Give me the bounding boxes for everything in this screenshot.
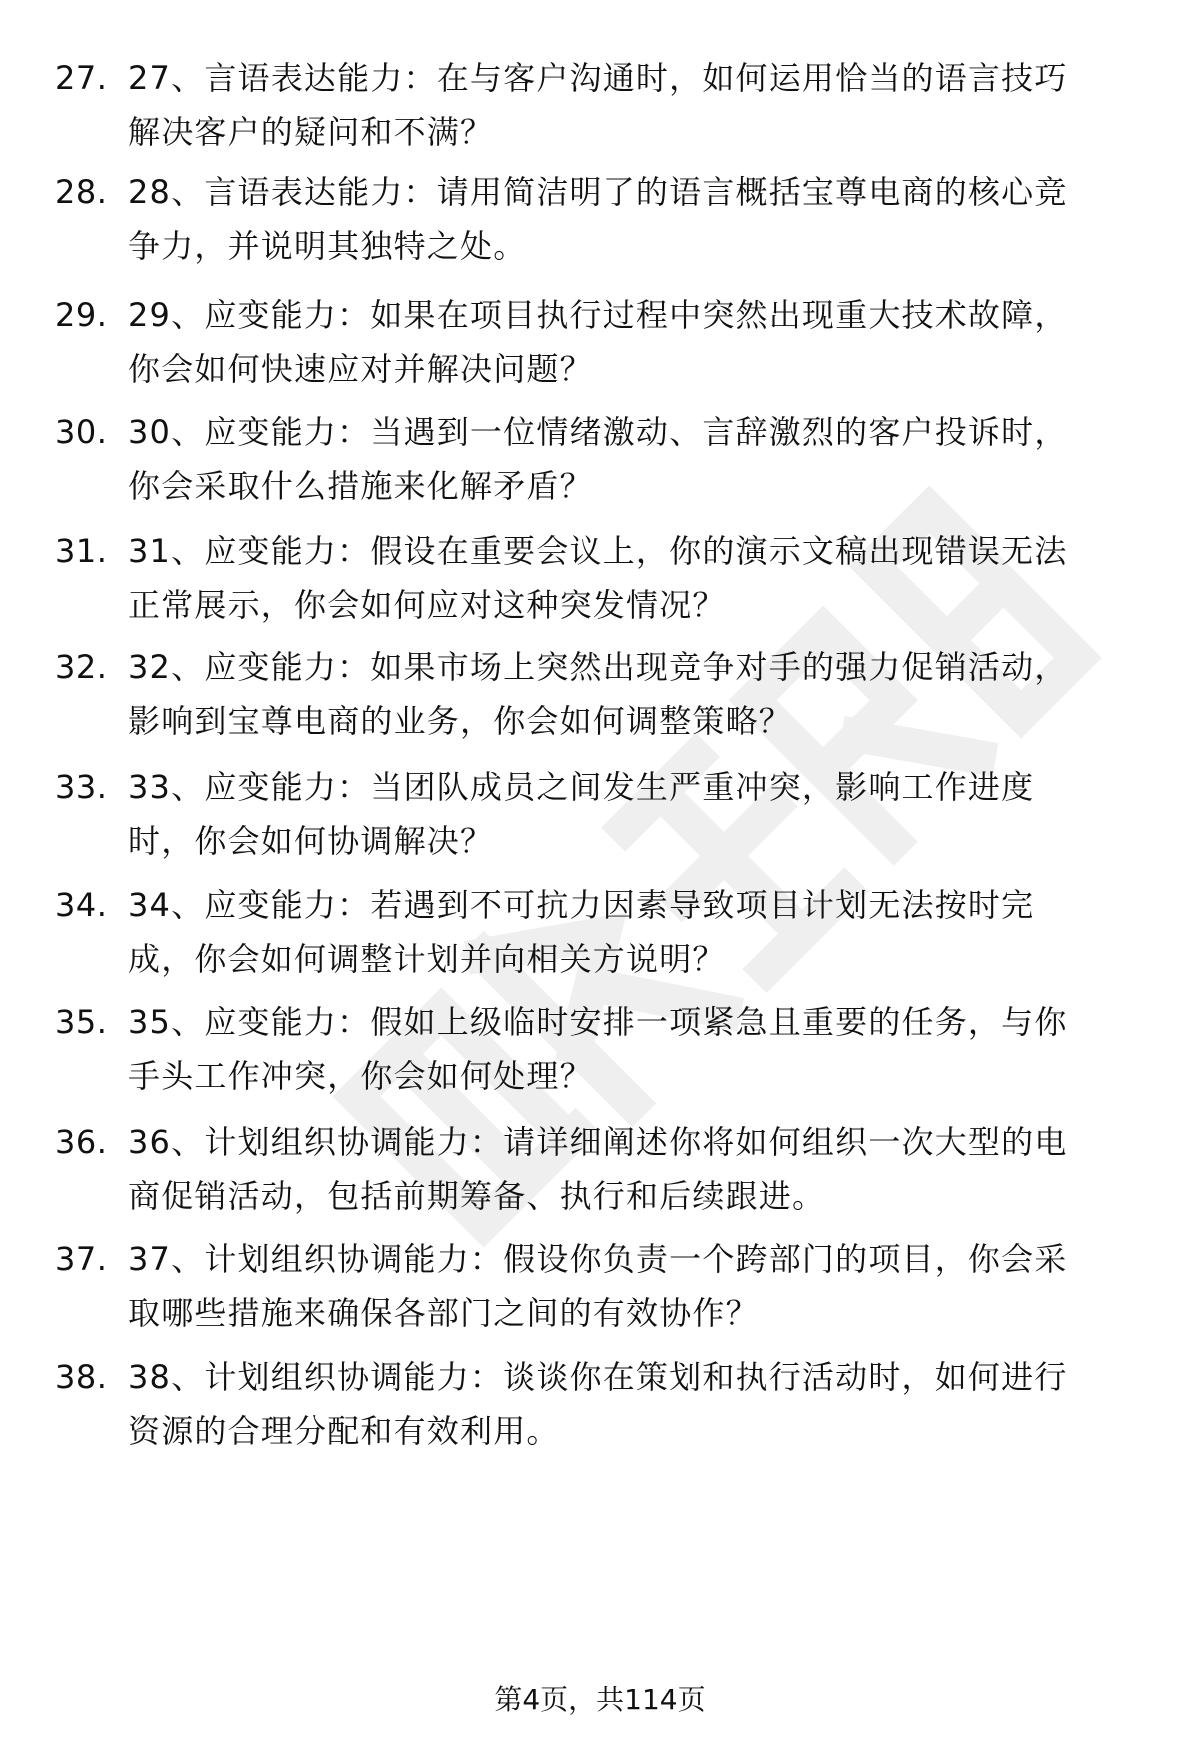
item-text-line: 38、计划组织协调能力：谈谈你在策划和执行活动时，如何进行	[128, 1358, 1068, 1396]
list-item	[0, 640, 1200, 750]
list-item	[0, 165, 1200, 275]
item-text-line: 正常展示，你会如何应对这种突发情况？	[128, 586, 726, 624]
list-item	[0, 878, 1200, 988]
item-text-line: 成，你会如何调整计划并向相关方说明？	[128, 940, 726, 978]
item-text	[128, 1350, 1148, 1458]
item-text	[128, 878, 1148, 986]
item-text-line: 32、应变能力：如果市场上突然出现竞争对手的强力促销活动，	[128, 648, 1068, 686]
item-text-line: 29、应变能力：如果在项目执行过程中突然出现重大技术故障，	[128, 296, 1068, 334]
item-text-line: 27、言语表达能力：在与客户沟通时，如何运用恰当的语言技巧	[128, 59, 1068, 97]
item-text-line: 解决客户的疑问和不满？	[128, 113, 494, 151]
item-text-line: 30、应变能力：当遇到一位情绪激动、言辞激烈的客户投诉时，	[128, 413, 1068, 451]
item-text	[128, 640, 1148, 748]
list-item	[0, 51, 1200, 161]
item-text-line: 34、应变能力：若遇到不可抗力因素导致项目计划无法按时完	[128, 886, 1035, 924]
item-text-line: 33、应变能力：当团队成员之间发生严重冲突，影响工作进度	[128, 768, 1035, 806]
item-number: 30.	[55, 413, 108, 451]
item-number: 31.	[55, 532, 108, 570]
item-text-line: 资源的合理分配和有效利用。	[128, 1412, 560, 1450]
list-item	[0, 1115, 1200, 1225]
item-number: 36.	[55, 1123, 108, 1161]
item-number: 38.	[55, 1358, 108, 1396]
item-number: 37.	[55, 1240, 108, 1278]
item-text	[128, 995, 1148, 1103]
item-number: 29.	[55, 296, 108, 334]
item-text-line: 你会如何快速应对并解决问题？	[128, 350, 593, 388]
list-item	[0, 524, 1200, 634]
item-number: 33.	[55, 768, 108, 806]
item-number: 27.	[55, 59, 108, 97]
item-number: 28.	[55, 173, 108, 211]
item-text-line: 争力，并说明其独特之处。	[128, 227, 527, 265]
item-text-line: 31、应变能力：假设在重要会议上，你的演示文稿出现错误无法	[128, 532, 1068, 570]
item-text	[128, 51, 1148, 159]
list-item	[0, 760, 1200, 870]
item-text-line: 时，你会如何协调解决？	[128, 822, 494, 860]
page-footer: 第4页，共114页	[494, 1683, 706, 1716]
item-text-line: 36、计划组织协调能力：请详细阐述你将如何组织一次大型的电	[128, 1123, 1068, 1161]
item-text-line: 手头工作冲突，你会如何处理？	[128, 1057, 593, 1095]
item-text	[128, 405, 1148, 513]
item-text-line: 37、计划组织协调能力：假设你负责一个跨部门的项目，你会采	[128, 1240, 1068, 1278]
list-item	[0, 995, 1200, 1105]
item-number: 35.	[55, 1003, 108, 1041]
list-item	[0, 1232, 1200, 1342]
item-text-line: 取哪些措施来确保各部门之间的有效协作？	[128, 1294, 759, 1332]
item-text-line: 影响到宝尊电商的业务，你会如何调整策略？	[128, 702, 793, 740]
item-text-line: 你会采取什么措施来化解矛盾？	[128, 467, 593, 505]
item-text	[128, 288, 1148, 396]
list-item	[0, 1350, 1200, 1460]
item-text-line: 35、应变能力：假如上级临时安排一项紧急且重要的任务，与你	[128, 1003, 1068, 1041]
item-text-line: 商促销活动，包括前期筹备、执行和后续跟进。	[128, 1177, 826, 1215]
item-number: 34.	[55, 886, 108, 924]
item-number: 32.	[55, 648, 108, 686]
item-text	[128, 760, 1148, 868]
item-text	[128, 524, 1148, 632]
item-text-line: 28、言语表达能力：请用简洁明了的语言概括宝尊电商的核心竞	[128, 173, 1068, 211]
list-item	[0, 405, 1200, 515]
item-text	[128, 1232, 1148, 1340]
item-text	[128, 165, 1148, 273]
list-item	[0, 288, 1200, 398]
item-text	[128, 1115, 1148, 1223]
